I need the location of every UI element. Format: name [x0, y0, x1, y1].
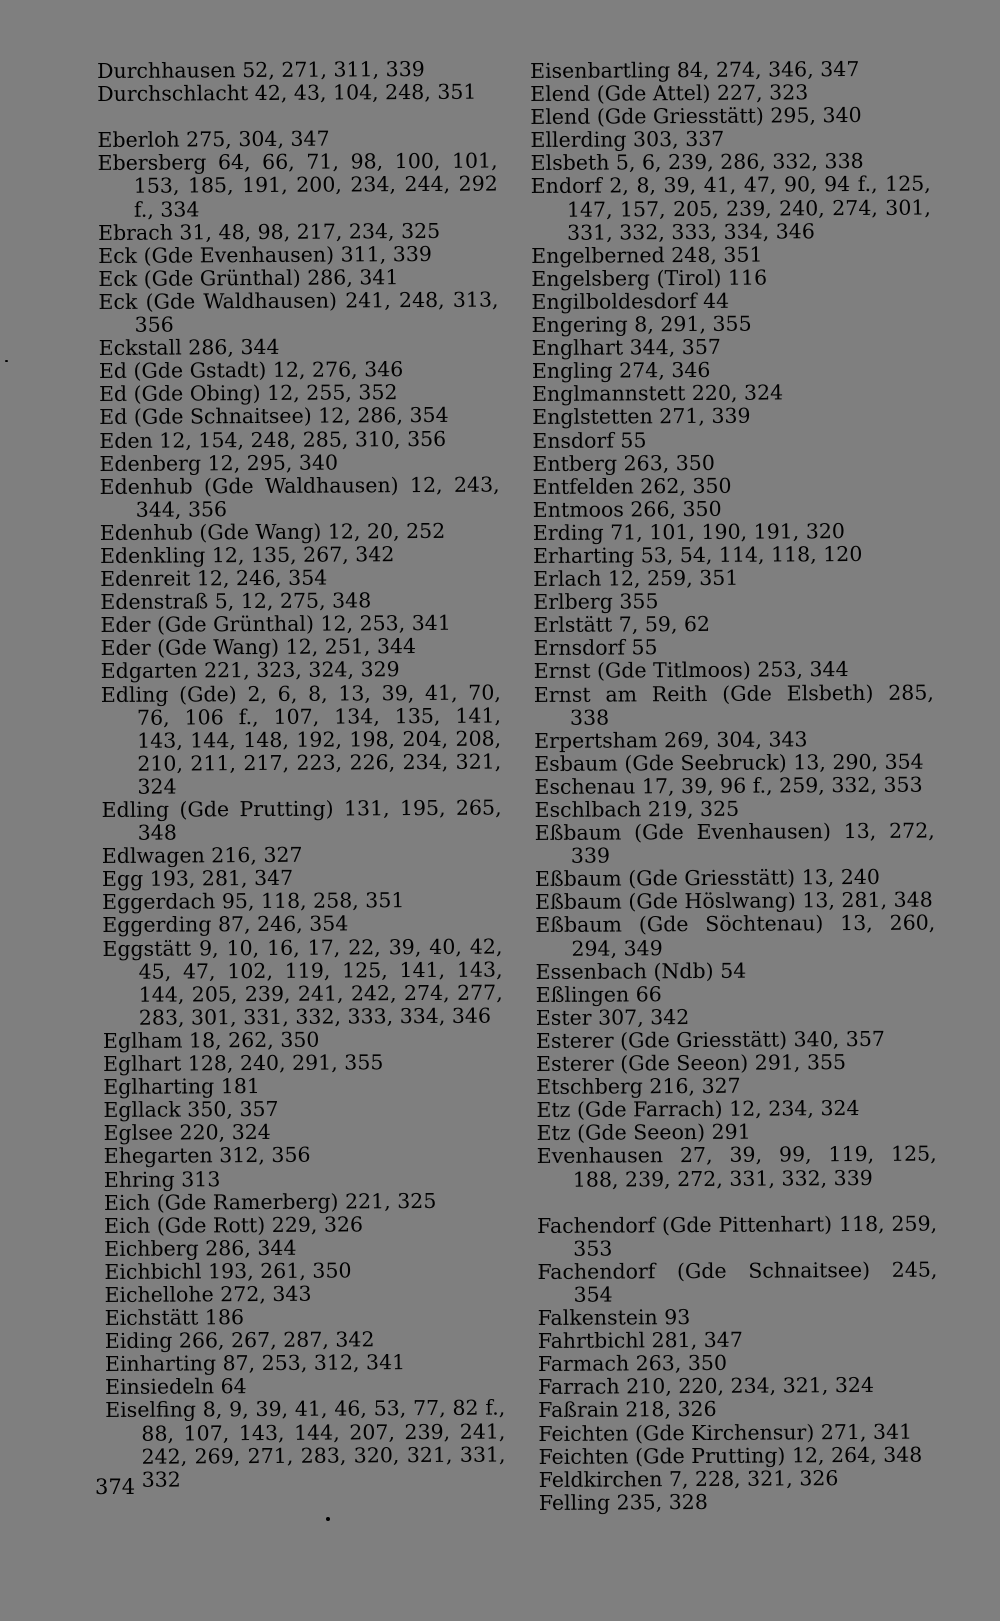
index-entry: Farrach 210, 220, 234, 321, 324: [538, 1373, 875, 1400]
index-entry: Eßbaum (Gde Söchtenau) 13, 260, 294, 349: [535, 911, 936, 961]
index-entry: Eck (Gde Evenhausen) 311, 339: [98, 241, 432, 268]
index-entry: Eglham 18, 262, 350: [102, 1027, 320, 1053]
index-entry: Eden 12, 154, 248, 285, 310, 356: [99, 426, 447, 453]
index-entry: Eck (Gde Waldhausen) 241, 248, 313, 356: [98, 287, 499, 337]
index-entry: Eggerding 87, 246, 354: [102, 911, 349, 938]
index-entry: Einsiedeln 64: [105, 1374, 247, 1400]
index-entry: Durchhausen 52, 271, 311, 339: [96, 56, 425, 83]
index-entry: Ed (Gde Obing) 12, 255, 352: [98, 380, 398, 407]
index-entry: Feichten (Gde Kirchensur) 271, 341: [538, 1419, 913, 1446]
index-entry: Edling (Gde Prutting) 131, 195, 265, 348: [101, 795, 502, 845]
index-entry: Fachendorf (Gde Schnaitsee) 245, 354: [537, 1257, 938, 1307]
index-entry: Elsbeth 5, 6, 239, 286, 332, 338: [530, 149, 864, 176]
index-entry: Engelberned 248, 351: [531, 242, 763, 268]
index-entry: Edenkling 12, 135, 267, 342: [99, 542, 395, 568]
index-entry: Erharting 53, 54, 114, 118, 120: [532, 541, 863, 568]
index-entry: Eder (Gde Grünthal) 12, 253, 341: [100, 611, 451, 638]
index-entry: Englhart 344, 357: [531, 334, 721, 361]
index-entry: Eichbichl 193, 261, 350: [104, 1258, 352, 1284]
index-entry: Edenberg 12, 295, 340: [99, 450, 339, 476]
index-entry: Etz (Gde Seeon) 291: [536, 1119, 751, 1146]
index-entry: Egg 193, 281, 347: [101, 866, 294, 892]
index-entry: Endorf 2, 8, 39, 41, 47, 90, 94 f., 125, 147, 157, 205, 239, 240, 274, 301, 331, 332, 333, 334, 346: [530, 172, 931, 245]
index-entry: Eiselfing 8, 9, 39, 41, 46, 53, 77, 82 f., 88, 107, 143, 144, 207, 239, 241, 242, 269, 271, 283, 320, 321, 331, 332: [105, 1395, 506, 1492]
index-entry: Esbaum (Gde Seebruck) 13, 290, 354: [534, 749, 924, 776]
index-entry: Edlwagen 216, 327: [101, 842, 303, 869]
index-entry: Eich (Gde Ramerberg) 221, 325: [103, 1188, 437, 1215]
index-entry: Entberg 263, 350: [532, 450, 715, 476]
index-entry: Eßbaum (Gde Evenhausen) 13, 272, 339: [534, 818, 935, 868]
index-entry: Engering 8, 291, 355: [531, 311, 752, 338]
index-entry: Ehring 313: [103, 1166, 221, 1192]
index-entry: Ensdorf 55: [532, 427, 647, 453]
index-entry: Ed (Gde Gstadt) 12, 276, 346: [98, 357, 404, 384]
index-entry: Essenbach (Ndb) 54: [535, 958, 747, 984]
index-entry: Fahrtbichl 281, 347: [537, 1327, 743, 1354]
index-entry: Eßbaum (Gde Höslwang) 13, 281, 348: [535, 887, 933, 915]
index-entry: Eberloh 275, 304, 347: [97, 126, 330, 153]
index-entry: Erding 71, 101, 190, 191, 320: [532, 518, 845, 545]
index-entry: Etz (Gde Farrach) 12, 234, 324: [536, 1096, 860, 1123]
index-entry: Eckstall 286, 344: [98, 335, 280, 361]
index-entry: Eiding 266, 267, 287, 342: [104, 1327, 375, 1354]
index-entry: Edenstraß 5, 12, 275, 348: [100, 588, 372, 615]
index-column-left: [97, 58, 506, 1492]
index-entry: Egllack 350, 357: [103, 1097, 279, 1123]
index-entry: Edgarten 221, 323, 324, 329: [100, 657, 400, 684]
index-entry: Farmach 263, 350: [537, 1351, 728, 1377]
index-entry: Eßbaum (Gde Griesstätt) 13, 240: [534, 865, 880, 892]
index-entry: Esterer (Gde Griesstätt) 340, 357: [535, 1026, 885, 1053]
index-entry: Eich (Gde Rott) 229, 326: [104, 1212, 364, 1238]
index-entry: Ellerding 303, 337: [530, 127, 725, 153]
index-entry: Ebrach 31, 48, 98, 217, 234, 325: [97, 218, 441, 245]
index-entry: Erpertsham 269, 304, 343: [534, 727, 808, 753]
index-entry: Esterer (Gde Seeon) 291, 355: [536, 1050, 847, 1077]
index-entry: Eglhart 128, 240, 291, 355: [103, 1050, 384, 1077]
index-entry: Elend (Gde Griesstätt) 295, 340: [530, 103, 862, 130]
index-entry: Felling 235, 328: [538, 1489, 708, 1515]
index-entry: Eichstätt 186: [104, 1305, 245, 1331]
index-entry: Eglsee 220, 324: [103, 1120, 271, 1146]
index-entry: Faßrain 218, 326: [538, 1397, 717, 1423]
index-entry: Edling (Gde) 2, 6, 8, 13, 39, 41, 70, 76, 106 f., 107, 134, 135, 141, 143, 144, 148, 192, 198, 204, 208, 210, 211, 217, 223, 226, 234, 321, 324: [100, 680, 502, 799]
index-entry: Einharting 87, 253, 312, 341: [104, 1350, 406, 1377]
index-entry: Durchschlacht 42, 43, 104, 248, 351: [97, 79, 477, 107]
index-entry: Fachendorf (Gde Pittenhart) 118, 259, 353: [537, 1211, 938, 1261]
index-entry: Ehegarten 312, 356: [103, 1143, 311, 1169]
index-entry: Ebersberg 64, 66, 71, 98, 100, 101, 153, 185, 191, 200, 234, 244, 292 f., 334: [97, 148, 498, 222]
index-entry: Eck (Gde Grünthal) 286, 341: [98, 265, 399, 291]
index-entry: Feichten (Gde Prutting) 12, 264, 348: [538, 1442, 923, 1469]
index-column-right: [530, 58, 939, 1515]
index-entry: Erlberg 355: [533, 589, 659, 615]
index-entry: Eggerdach 95, 118, 258, 351: [102, 888, 405, 915]
index-entry: Erlstätt 7, 59, 62: [533, 612, 711, 638]
index-entry: Ernst (Gde Titlmoos) 253, 344: [533, 657, 849, 684]
index-entry: Eglharting 181: [103, 1074, 260, 1100]
index-entry: Eschlbach 219, 325: [534, 796, 740, 822]
index-entry: Ed (Gde Schnaitsee) 12, 286, 354: [99, 403, 449, 430]
index-entry: Eggstätt 9, 10, 16, 17, 22, 39, 40, 42, 45, 47, 102, 119, 125, 141, 143, 144, 205, 239, 241, 242, 274, 277, 283, 301, 331, 332, 333, 334, 346: [102, 934, 503, 1030]
index-entry: Etschberg 216, 327: [536, 1073, 741, 1100]
scan-speck: [326, 1517, 330, 1521]
index-entry: Ester 307, 342: [535, 1004, 690, 1030]
index-entry: Englstetten 271, 339: [532, 404, 751, 430]
index-entry: Engling 274, 346: [531, 358, 711, 384]
index-entry: Eder (Gde Wang) 12, 251, 344: [100, 634, 417, 661]
index-entry: Ernst am Reith (Gde Elsbeth) 285, 338: [533, 680, 934, 730]
index-entry: Engelsberg (Tirol) 116: [531, 265, 768, 291]
index-entry: Ernsdorf 55: [533, 635, 658, 661]
index-entry: Engilboldesdorf 44: [531, 288, 730, 314]
index-entry: Edenhub (Gde Waldhausen) 12, 243, 344, 356: [99, 472, 500, 522]
index-entry: Edenreit 12, 246, 354: [100, 565, 328, 592]
index-entry: Erlach 12, 259, 351: [533, 565, 739, 592]
index-entry: Entfelden 262, 350: [532, 473, 732, 499]
index-entry: Eßlingen 66: [535, 981, 662, 1007]
index-entry: Eisenbartling 84, 274, 346, 347: [529, 56, 860, 83]
index-entry: Entmoos 266, 350: [532, 496, 722, 522]
index-entry: Eichberg 286, 344: [104, 1235, 297, 1261]
index-entry: Eschenau 17, 39, 96 f., 259, 332, 353: [534, 772, 923, 799]
index-entry: Eichellohe 272, 343: [104, 1281, 312, 1307]
index-entry: Elend (Gde Attel) 227, 323: [530, 80, 809, 107]
page-number: 374: [95, 1475, 136, 1499]
index-entry: Evenhausen 27, 39, 99, 119, 125, 188, 239, 272, 331, 332, 339: [536, 1141, 937, 1192]
index-entry: Englmannstett 220, 324: [531, 380, 784, 407]
index-entry: Feldkirchen 7, 228, 321, 326: [538, 1465, 839, 1492]
index-entry: Edenhub (Gde Wang) 12, 20, 252: [99, 518, 446, 545]
index-entry: Falkenstein 93: [537, 1305, 691, 1331]
scan-speck: [5, 360, 8, 362]
